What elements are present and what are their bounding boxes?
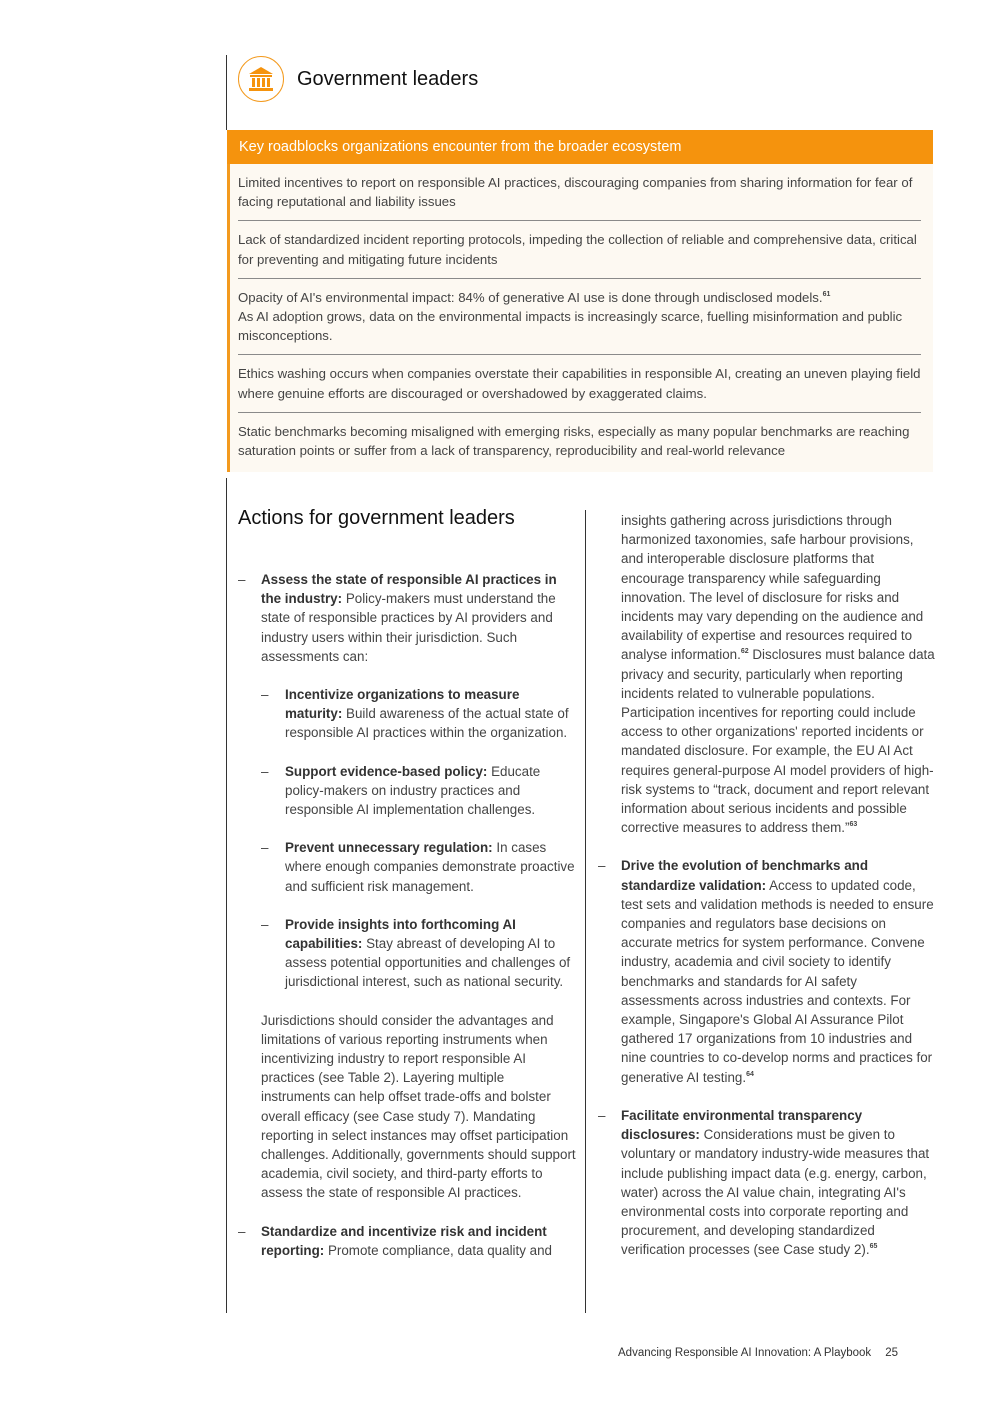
roadblock-item: Ethics washing occurs when companies overstate their capabilities in responsible AI, creating an uneven playing field where genuine efforts are discouraged or overshadowed by exaggerated claims.	[238, 355, 921, 412]
roadblocks-list	[230, 164, 933, 472]
roadblock-item: Opacity of AI's environmental impact: 84% of generative AI use is done through undisclosed models.$^{61}$ As AI adoption grows, data on the environmental impacts is increasingly scarce, fuelling misinformation and public misconceptions.	[238, 279, 921, 356]
government-building-icon	[238, 56, 284, 102]
left-column	[238, 505, 576, 1279]
action-assess: – Assess the state of responsible AI practices in the industry: Policy-makers must understand the state of responsible practices by AI providers and industry users within their jurisdiction. Such assessments can: – Incentivize organizations to measure maturity: Build awareness of the actual state of responsible AI practices within the organization. – Support evidence-based policy: Educate policy-makers on industry practices and responsible AI implementation challenges. – Prevent unnecessary regulation: In cases where enough companies demonstrate proactive and sufficient risk management. – Provide insights into forthcoming AI capabilities: Stay abreast of developing AI to assess potential opportunities and challenges of jurisdictional interest, such as national security. Jurisdictions should consider the advantages and limitations of various reporting instruments when incentivizing industry to report responsible AI practices (see Table 2). Layering multiple instruments can help offset trade-offs and bolster overall efficacy (see Case study 7). Mandating reporting in select instances may offset participation challenges. Additionally, governments should support academia, civil society, and third-party efforts to assess the state of responsible AI practices.	[238, 570, 576, 1203]
actions-title: Actions for government leaders	[238, 507, 515, 529]
action-environment: – Facilitate environmental transparency disclosures: Considerations must be given to voluntary or mandatory industry-wide measures that include publishing impact data (e.g. energy, carbon, water) across the AI value chain, integrating AI's environmental costs into corporate reporting and procurement, and developing standardized verification processes (see Case study 2).$^{65}$	[598, 1107, 930, 1258]
footnote-ref[interactable]: 65	[869, 1243, 878, 1251]
footnote-ref[interactable]: 62	[740, 648, 749, 656]
footer-title-bold: Advancing Responsible AI Innovation:	[618, 1347, 812, 1359]
sub-action: – Support evidence-based policy: Educate policy-makers on industry practices and responsible AI implementation challenges.	[261, 763, 541, 818]
footnote-ref[interactable]: 63	[849, 821, 858, 829]
section-header	[238, 54, 478, 104]
footer-title-rest: A Playbook	[811, 1347, 872, 1359]
dash-bullet: –	[238, 572, 246, 587]
left-rule-bottom	[226, 478, 227, 1313]
roadblocks-heading: Key roadblocks organizations encounter from the broader ecosystem	[227, 130, 933, 164]
sub-action: – Prevent unnecessary regulation: In cases where enough companies demonstrate proactive and sufficient risk management.	[261, 840, 575, 894]
roadblock-item: Limited incentives to report on responsible AI practices, discouraging companies from sharing information for fear of facing reputational and liability issues	[238, 164, 921, 221]
left-rule-top	[226, 55, 227, 130]
sub-action: – Provide insights into forthcoming AI capabilities: Stay abreast of developing AI to assess potential opportunities and challenges of jurisdictional interest, such as national security.	[261, 916, 571, 990]
action-benchmarks: – Drive the evolution of benchmarks and standardize validation: Access to updated code, test sets and validation methods is needed to ensure companies and regulators base decisions on accurate metrics for system performance. Convene industry, academia and civil society to identify benchmarks and standards for AI safety assessments across industries and contexts. For example, Singapore's Global AI Assurance Pilot gathered 17 organizations from 10 industries and nine countries to co-develop norms and practices for generative AI testing.$^{64}$	[598, 858, 934, 1085]
roadblock-item: Static benchmarks becoming misaligned with emerging risks, especially as many popular benchmarks are reaching saturation points or suffer from a lack of transparency, reproducibility and real-world relevance	[238, 423, 910, 459]
right-column	[598, 511, 936, 1279]
roadblock-item: Lack of standardized incident reporting protocols, impeding the collection of reliable and comprehensive data, critical for preventing and mitigating future incidents	[238, 221, 921, 278]
page-footer	[618, 1347, 898, 1359]
footnote-ref[interactable]: 61	[822, 290, 831, 298]
sub-action: – Incentivize organizations to measure maturity: Build awareness of the actual state of responsible AI practices within the organization.	[261, 687, 569, 741]
page-number: 25	[885, 1347, 898, 1359]
action-standardize-continued: insights gathering across jurisdictions through harmonized taxonomies, safe harbour provisions, and interoperable disclosure platforms that encourage transparency while safeguarding innovation. The level of disclosure for risks and incidents may vary depending on the audience and availability of expertise and resources required to analyse information.$^{62}$ Disclosures must balance data privacy and security, particularly when reporting incidents related to vulnerable populations. Participation incentives for reporting could include access to other organizations' reported incidents or mandated disclosure. For example, the EU AI Act requires general-purpose AI model providers of high-risk systems to “track, document and report relevant information about serious incidents and possible corrective measures to address them.”$^{63}$	[621, 513, 935, 836]
footnote-ref[interactable]: 64	[746, 1070, 754, 1078]
action-standardize: – Standardize and incentivize risk and incident reporting: Promote compliance, data quality and	[238, 1223, 553, 1258]
column-divider	[585, 510, 586, 1313]
section-title: Government leaders	[297, 67, 479, 90]
assess-paragraph: Jurisdictions should consider the advantages and limitations of various reporting instruments when incentivizing industry to report responsible AI practices (see Table 2). Layering multiple instruments can help offset trade-offs and bolster overall efficacy (see Case study 7). Mandating reporting in select instances may offset participation challenges. Additionally, governments should support academia, civil society, and third-party efforts to assess the state of responsible AI practices.	[261, 1012, 576, 1201]
roadblocks-box	[227, 130, 933, 472]
